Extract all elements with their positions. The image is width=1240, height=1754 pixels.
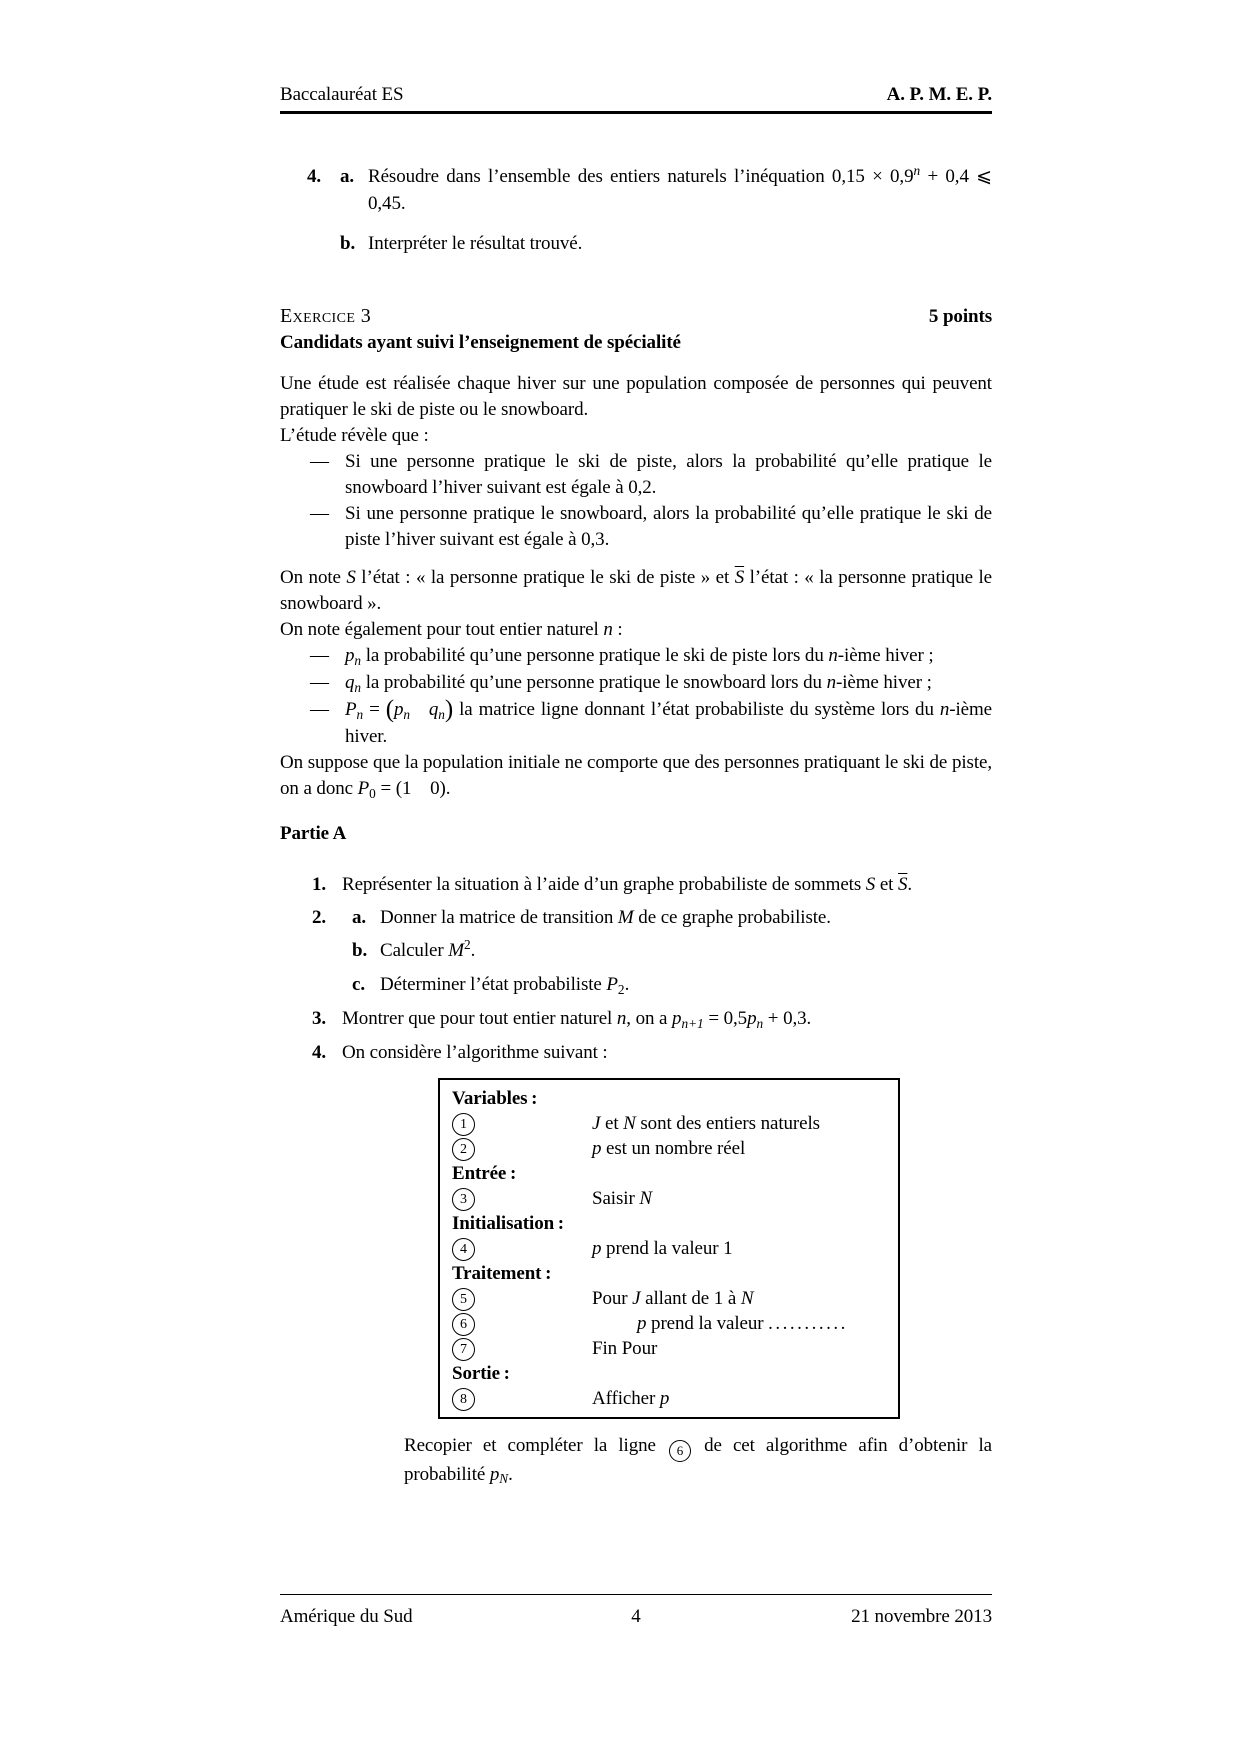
question-4-block xyxy=(280,164,992,257)
part-a-list xyxy=(280,872,992,1489)
algorithm-step-text: Pour J allant de 1 à N xyxy=(592,1288,754,1309)
algorithm-step-row xyxy=(452,1386,886,1411)
item-letter: a. xyxy=(340,166,355,187)
algorithm-step-text: J et N sont des entiers naturels xyxy=(592,1113,820,1134)
algorithm-box xyxy=(438,1078,900,1419)
circled-step-number: 4 xyxy=(452,1238,475,1261)
algorithm-section-label: Initialisation : xyxy=(452,1213,565,1234)
algorithm-step-text: Saisir N xyxy=(592,1188,652,1209)
page-header xyxy=(280,0,992,114)
item-text: Montrer que pour tout entier naturel n, on a pn+1 = 0,5pn + 0,3. xyxy=(342,1008,812,1031)
algorithm-step-text: Afficher p xyxy=(592,1388,670,1409)
item-text: Déterminer l’état probabiliste P2. xyxy=(380,974,630,997)
item-2-subitems xyxy=(342,905,992,999)
algorithm-label-row xyxy=(452,1361,886,1386)
bullet-snowboard-to-ski xyxy=(280,501,992,553)
algorithm-label-row xyxy=(452,1161,886,1186)
algorithm-step-row xyxy=(452,1236,886,1261)
part-a-title: Partie A xyxy=(280,823,347,844)
bullet-text: pn la probabilité qu’une personne pratique le ski de piste lors du n-ième hiver ; xyxy=(345,645,934,668)
bullet-text: Pn = (pn qn) la matrice ligne donnant l’état probabiliste du système lors du n-ième hiver. xyxy=(345,696,992,747)
bullet-Pn-matrix-definition xyxy=(280,697,992,750)
item-letter: c. xyxy=(352,974,365,995)
circled-step-number: 3 xyxy=(452,1188,475,1211)
question-4b-text: Interpréter le résultat trouvé. xyxy=(368,233,583,254)
intro-paragraph-1: Une étude est réalisée chaque hiver sur une population composée de personnes qui peuvent pratiquer le ski de piste ou le snowboard. xyxy=(280,373,992,420)
algorithm-step-row xyxy=(452,1336,886,1361)
algorithm-section-label: Traitement : xyxy=(452,1263,552,1284)
part-a-item-1 xyxy=(312,872,992,898)
intro-paragraph-2: L’étude révèle que : xyxy=(280,425,429,446)
footer-page-number: 4 xyxy=(631,1606,641,1627)
bullet-text: Si une personne pratique le snowboard, alors la probabilité qu’elle pratique le ski de piste l’hiver suivant est égale à 0,3. xyxy=(345,503,992,550)
header-right-title: A. P. M. E. P. xyxy=(886,84,992,105)
page-footer xyxy=(280,1594,992,1630)
item-letter: b. xyxy=(352,940,368,961)
part-a-item-3 xyxy=(312,1006,992,1033)
exercise-points: 5 points xyxy=(928,306,992,327)
bullet-text: qn la probabilité qu’une personne pratique le snowboard lors du n-ième hiver ; xyxy=(345,672,932,695)
intro-paragraph-5: On suppose que la population initiale ne comporte que des personnes pratiquant le ski de piste, on a donc P0 = (1 0). xyxy=(280,752,992,801)
header-left-title: Baccalauréat ES xyxy=(280,84,404,105)
dash-bullet: — xyxy=(310,645,329,666)
algorithm-label-row xyxy=(452,1211,886,1236)
footer-date: 21 novembre 2013 xyxy=(851,1606,992,1627)
algorithm-step-text: p prend la valeur 1 xyxy=(592,1238,733,1259)
bullet-text: Si une personne pratique le ski de piste, alors la probabilité qu’elle pratique le snowboard l’hiver suivant est égale à 0,2. xyxy=(345,451,992,498)
intro-paragraph-3: On note S l’état : « la personne pratique le ski de piste » et $\overline{S}$ l’état : « la personne pratique le snowboard ». xyxy=(280,567,993,614)
bullet-pn-definition xyxy=(280,643,992,670)
question-4b-row xyxy=(307,231,992,257)
item-number: 2. xyxy=(312,907,327,928)
algorithm-section-label: Sortie : xyxy=(452,1363,510,1384)
item-text: Donner la matrice de transition M de ce graphe probabiliste. xyxy=(380,907,831,928)
item-number: 1. xyxy=(312,874,327,895)
page-content xyxy=(280,0,992,1489)
dash-bullet: — xyxy=(310,699,329,720)
circled-step-number: 5 xyxy=(452,1288,475,1311)
bullet-qn-definition xyxy=(280,670,992,697)
part-a-item-2 xyxy=(312,905,992,999)
item-text: Représenter la situation à l’aide d’un graphe probabiliste de sommets S et $\overline{S}$. xyxy=(342,874,913,895)
question-4a-row xyxy=(307,164,992,217)
algorithm-step-text: p prend la valeur ........... xyxy=(637,1313,848,1334)
item-letter: b. xyxy=(340,233,356,254)
algorithm-step-text: p est un nombre réel xyxy=(592,1138,746,1159)
item-number: 3. xyxy=(312,1008,327,1029)
part-a-item-2b xyxy=(352,938,992,965)
circled-step-number: 6 xyxy=(452,1313,475,1336)
indent-spacer xyxy=(307,231,340,257)
circled-step-number: 1 xyxy=(452,1113,475,1136)
item-number: 4. xyxy=(312,1042,327,1063)
algorithm-section-label: Entrée : xyxy=(452,1163,517,1184)
algorithm-label-row xyxy=(452,1086,886,1111)
footer-location: Amérique du Sud xyxy=(280,1606,413,1627)
algorithm-step-row xyxy=(452,1286,886,1311)
item-text: Calculer $M^2$. xyxy=(380,937,476,961)
item-letter: a. xyxy=(352,907,367,928)
bullet-ski-to-snowboard xyxy=(280,449,992,501)
intro-paragraph-4: On note également pour tout entier naturel n : xyxy=(280,619,623,640)
part-a-item-2a xyxy=(352,905,992,931)
question-4a-text: Résoudre dans l’ensemble des entiers naturels l’inéquation $0,15 \times 0,9^n + 0,4$ ⩽ 0,45. xyxy=(368,163,992,214)
item-text: On considère l’algorithme suivant : xyxy=(342,1042,608,1063)
closing-instruction: Recopier et compléter la ligne 6 de cet algorithme afin d’obtenir la probabilité pN. xyxy=(404,1435,993,1487)
dash-bullet: — xyxy=(310,503,329,524)
circled-step-number: 8 xyxy=(452,1388,475,1411)
circled-step-number: 7 xyxy=(452,1338,475,1361)
algorithm-step-row xyxy=(452,1186,886,1211)
algorithm-step-row xyxy=(452,1136,886,1161)
dash-bullet: — xyxy=(310,672,329,693)
algorithm-label-row xyxy=(452,1261,886,1286)
exercise-subtitle: Candidats ayant suivi l’enseignement de spécialité xyxy=(280,332,681,353)
algorithm-step-text: Fin Pour xyxy=(592,1338,658,1359)
item-number: 4. xyxy=(307,166,322,187)
algorithm-section-label: Variables : xyxy=(452,1088,538,1109)
part-a-item-2c xyxy=(352,972,992,999)
algorithm-step-row xyxy=(452,1111,886,1136)
part-a-item-4 xyxy=(312,1040,992,1489)
exercise-heading xyxy=(280,303,992,330)
item-4-content xyxy=(342,1040,992,1489)
circled-step-number: 2 xyxy=(452,1138,475,1161)
algorithm-step-row xyxy=(452,1311,886,1336)
dash-bullet: — xyxy=(310,451,329,472)
exercise-title: Exercice 3 xyxy=(280,305,372,327)
